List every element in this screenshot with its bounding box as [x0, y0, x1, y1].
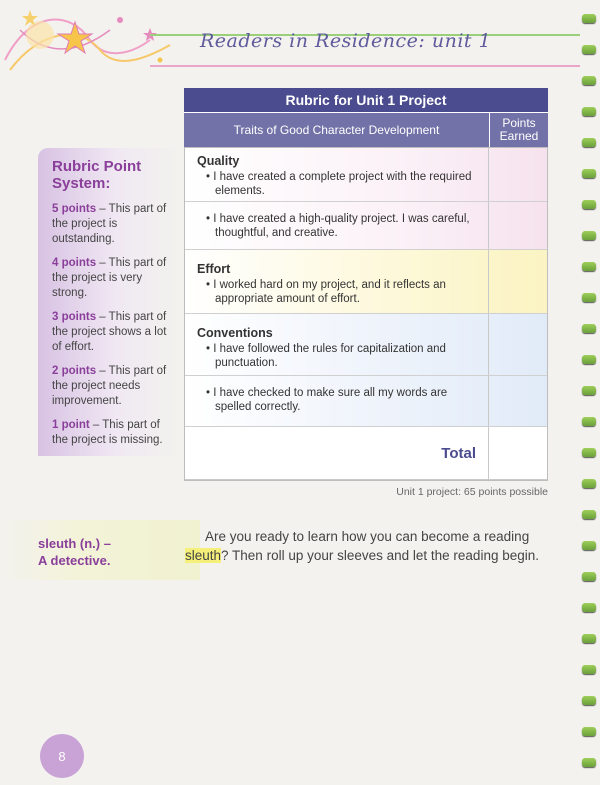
- binding-ring-icon: [582, 324, 596, 333]
- points-possible-note: Unit 1 project: 65 points possible: [396, 486, 548, 498]
- binding-ring-icon: [582, 479, 596, 488]
- points-cell[interactable]: [488, 376, 547, 426]
- rubric-point-system-panel: [38, 148, 180, 456]
- intro-paragraph: Are you ready to learn how you can become a reading sleuth? Then roll up your sleeves and let the reading begin.: [185, 529, 539, 563]
- binding-ring-icon: [582, 448, 596, 457]
- criterion-text: • I have created a complete project with the required elements.: [206, 171, 472, 197]
- binding-ring-icon: [582, 14, 596, 23]
- criterion-text: • I have followed the rules for capitalization and punctuation.: [206, 343, 446, 369]
- page-number: 8: [40, 734, 84, 778]
- total-label: Total: [441, 444, 476, 462]
- binding-ring-icon: [582, 417, 596, 426]
- page-header-title: Readers in Residence: unit 1: [200, 30, 492, 52]
- binding-ring-icon: [582, 200, 596, 209]
- binding-ring-icon: [582, 541, 596, 550]
- points-cell[interactable]: [488, 202, 547, 249]
- point-level-4: 4 points – This part of the project is very strong.: [52, 257, 167, 299]
- table-row: [185, 314, 547, 376]
- binding-ring-icon: [582, 138, 596, 147]
- points-column-header: Points Earned: [489, 113, 548, 147]
- rubric-title: Rubric for Unit 1 Project: [184, 88, 548, 112]
- binding-ring-icon: [582, 727, 596, 736]
- points-cell[interactable]: [488, 250, 547, 313]
- highlighted-word: sleuth: [185, 548, 222, 563]
- category-conventions: Conventions: [197, 326, 273, 340]
- criterion-text: • I have checked to make sure all my words are spelled correctly.: [206, 387, 448, 413]
- rubric-header-row: [184, 112, 548, 147]
- binding-ring-icon: [582, 386, 596, 395]
- vocab-definition: [38, 535, 188, 569]
- point-level-3: 3 points – This part of the project shows a lot of effort.: [52, 311, 167, 353]
- table-row: [185, 148, 547, 202]
- points-cell[interactable]: [488, 314, 547, 375]
- spiral-binding: [574, 0, 600, 785]
- total-row: [185, 427, 547, 480]
- table-row: [185, 250, 547, 314]
- binding-ring-icon: [582, 293, 596, 302]
- binding-ring-icon: [582, 572, 596, 581]
- binding-ring-icon: [582, 262, 596, 271]
- binding-ring-icon: [582, 603, 596, 612]
- decorative-swirl-icon: [0, 0, 200, 90]
- traits-column-header: Traits of Good Character Development: [233, 123, 440, 137]
- points-cell[interactable]: [488, 148, 547, 201]
- category-effort: Effort: [197, 262, 231, 276]
- criterion-text: • I have created a high-quality project. I was careful, thoughtful, and creative.: [206, 213, 470, 239]
- header-rule-pink: [150, 65, 580, 67]
- binding-ring-icon: [582, 231, 596, 240]
- binding-ring-icon: [582, 355, 596, 364]
- binding-ring-icon: [582, 76, 596, 85]
- vocab-meaning: A detective.: [38, 553, 111, 568]
- binding-ring-icon: [582, 510, 596, 519]
- binding-ring-icon: [582, 634, 596, 643]
- binding-ring-icon: [582, 169, 596, 178]
- binding-ring-icon: [582, 665, 596, 674]
- sidebar-title: Rubric Point System:: [52, 158, 142, 192]
- vocab-word: sleuth (n.) –: [38, 536, 111, 551]
- total-points-cell[interactable]: [488, 427, 547, 479]
- point-level-1: 1 point – This part of the project is missing.: [52, 419, 163, 446]
- criterion-text: • I worked hard on my project, and it reflects an appropriate amount of effort.: [206, 279, 446, 305]
- table-row: [185, 376, 547, 427]
- category-quality: Quality: [197, 154, 240, 168]
- binding-ring-icon: [582, 696, 596, 705]
- binding-ring-icon: [582, 758, 596, 767]
- point-level-2: 2 points – This part of the project needs improvement.: [52, 365, 167, 407]
- binding-ring-icon: [582, 45, 596, 54]
- point-level-5: 5 points – This part of the project is outstanding.: [52, 203, 167, 245]
- table-row: [185, 202, 547, 250]
- rubric-table: [184, 88, 548, 481]
- binding-ring-icon: [582, 107, 596, 116]
